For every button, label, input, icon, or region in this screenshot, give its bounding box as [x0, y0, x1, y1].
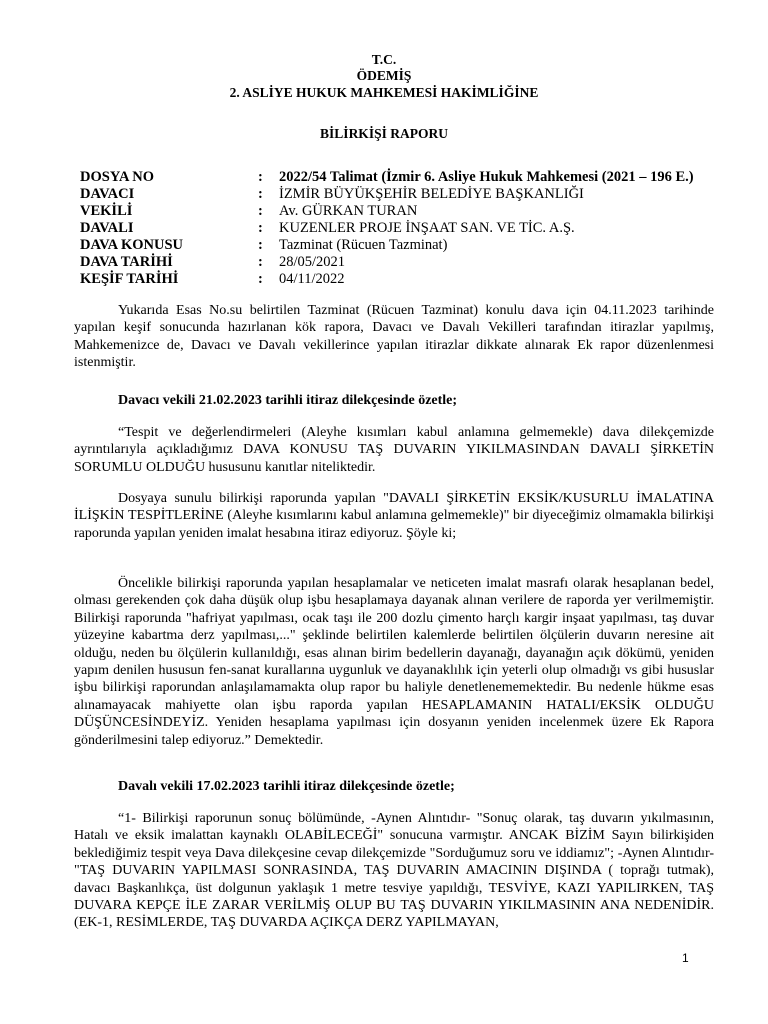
- case-info-table: [0, 169, 768, 288]
- plaintiff-paragraph-1: “Tespit ve değerlendirmeleri (Aleyhe kısımları kabul anlamına gelmemekle) dava dilekçemizde ayrıntılarıyla açıkladığımız DAVA KONUSU TAŞ DUVARIN YIKILMASINDAN DAVALI ŞİRKETİN SORUMLU OLDUĞU hususunu kanıtlar niteliktedir.: [74, 425, 714, 475]
- case-info-colon: :: [258, 186, 263, 202]
- defendant-heading: Davalı vekili 17.02.2023 tarihli itiraz dilekçesinde özetle;: [118, 779, 455, 794]
- case-info-row: [0, 237, 768, 254]
- header-city: ÖDEMİŞ: [356, 68, 412, 83]
- defendant-paragraph-1: “1- Bilirkişi raporunun sonuç bölümünde, -Aynen Alıntıdır- "Sonuç olarak, taş duvarın yıkılmasının, Hatalı ve eksik imalattan kaynaklı OLABİLECEĞİ" sonucuna varmıştır. ANCAK BİZİM Sayın bilirkişiden beklediğimiz tespit veya Dava dilekçesine cevap dilekçemizde "Sorduğumuz soru ve iddiamız"; -Aynen Alıntıdır- "TAŞ DUVARIN YAPILMASI SONRASINDA, TAŞ DUVARIN AMACININ DIŞINDA ( toprağı tutmak), davacı Başkanlıkça, üst dolgunun yaklaşık 1 metre tesviye yapıldığı, TESVİYE, KAZI YAPILIRKEN, TAŞ DUVARA KEPÇE İLE ZARAR VERİLMİŞ OLUP BU TAŞ DUVARIN YIKILMASININ ANA NEDENİDİR. (EK-1, RESİMLERDE, TAŞ DUVARDA AÇIKÇA DERZ YAPILMAYAN,: [74, 811, 714, 931]
- case-info-colon: :: [258, 169, 263, 185]
- case-info-row: [0, 254, 768, 271]
- case-info-value: 28/05/2021: [279, 254, 346, 270]
- case-info-colon: :: [258, 271, 263, 287]
- case-info-value: 2022/54 Talimat (İzmir 6. Asliye Hukuk Mahkemesi (2021 – 196 E.): [279, 169, 694, 185]
- case-info-row: [0, 169, 768, 186]
- page-number: 1: [682, 951, 689, 965]
- case-info-label: DAVA KONUSU: [80, 237, 184, 253]
- intro-paragraph: Yukarıda Esas No.su belirtilen Tazminat (Rücuen Tazminat) konulu dava için 04.11.2023 tarihinde yapılan keşif sonucunda hazırlanan kök rapora, Davacı ve Davalı Vekilleri tarafından itirazlar yapılmış, Mahkemenizce de, Davacı ve Davalı vekillerince yapılan itirazlar dikkate alınarak Ek rapor düzenlenmesi istenmiştir.: [74, 303, 714, 371]
- header-court: 2. ASLİYE HUKUK MAHKEMESİ HAKİMLİĞİNE: [229, 85, 539, 100]
- case-info-label: KEŞİF TARİHİ: [80, 271, 179, 287]
- report-title: BİLİRKİŞİ RAPORU: [320, 126, 448, 141]
- case-info-row: [0, 203, 768, 220]
- case-info-colon: :: [258, 220, 263, 236]
- plaintiff-heading: Davacı vekili 21.02.2023 tarihli itiraz dilekçesinde özetle;: [118, 393, 458, 408]
- plaintiff-paragraph-2: Dosyaya sunulu bilirkişi raporunda yapılan "DAVALI ŞİRKETİN EKSİK/KUSURLU İMALATINA İLİŞKİN TESPİTLERİNE (Aleyhe kısımlarını kabul anlamına gelmemekle)" bir diyeceğimiz olmamakla bilirkişi raporunda yapılan yeniden imalat hesabına itiraz ediyoruz. Şöyle ki;: [74, 491, 714, 541]
- case-info-row: [0, 271, 768, 288]
- case-info-value: Tazminat (Rücuen Tazminat): [279, 237, 448, 253]
- case-info-value: KUZENLER PROJE İNŞAAT SAN. VE TİC. A.Ş.: [279, 220, 575, 236]
- case-info-label: VEKİLİ: [80, 203, 133, 219]
- case-info-label: DOSYA NO: [80, 169, 155, 185]
- case-info-value: 04/11/2022: [279, 271, 345, 287]
- case-info-label: DAVA TARİHİ: [80, 254, 173, 270]
- case-info-label: DAVACI: [80, 186, 135, 202]
- case-info-label: DAVALI: [80, 220, 134, 236]
- case-info-colon: :: [258, 254, 263, 270]
- plaintiff-paragraph-3: Öncelikle bilirkişi raporunda yapılan hesaplamalar ve neticeten imalat masrafı olarak hesaplanan bedel, olması gerekenden çok daha düşük olup işbu hesaplamaya dayanak alınan verilere de raporda yer verilmemiştir. Bilirkişi raporunda "hafriyat yapılması, ocak taşı ile 200 dozlu çimento harçlı kargir inşaat yapılması, taş duvar yüzeyine kabartma derz yapılması,..." şeklinde belirtilen kalemlerde belirtilen ölçülerin duvarın neresine ait olduğu, neden bu ölçülerin kullanıldığı, esas alınan birim bedellerin dayanağı, dayanağın açık dökümü, yeniden yapım denilen hususun fen-sanat kurallarına uygunluk ve dayanaklılık için yeterli olup olmadığı vs gibi hususlar işbu bilirkişi raporundan anlaşılamamakta olup rapor bu haliyle denetlenememektedir. Bu nedenle hükme esas alınamayacak mahiyette olan işbu raporda yapılan HESAPLAMANIN HATALI/EKSİK OLDUĞU DÜŞÜNCESİNDEYİZ. Yeniden hesaplama yapılması için dosyanın yeniden incelenmek üzere Ek Rapora gönderilmesini talep ediyoruz.” Demektedir.: [74, 576, 714, 748]
- header-tc: T.C.: [371, 52, 397, 67]
- case-info-value: Av. GÜRKAN TURAN: [279, 203, 418, 219]
- case-info-row: [0, 186, 768, 203]
- case-info-colon: :: [258, 203, 263, 219]
- case-info-colon: :: [258, 237, 263, 253]
- case-info-value: İZMİR BÜYÜKŞEHİR BELEDİYE BAŞKANLIĞI: [279, 186, 584, 202]
- case-info-row: [0, 220, 768, 237]
